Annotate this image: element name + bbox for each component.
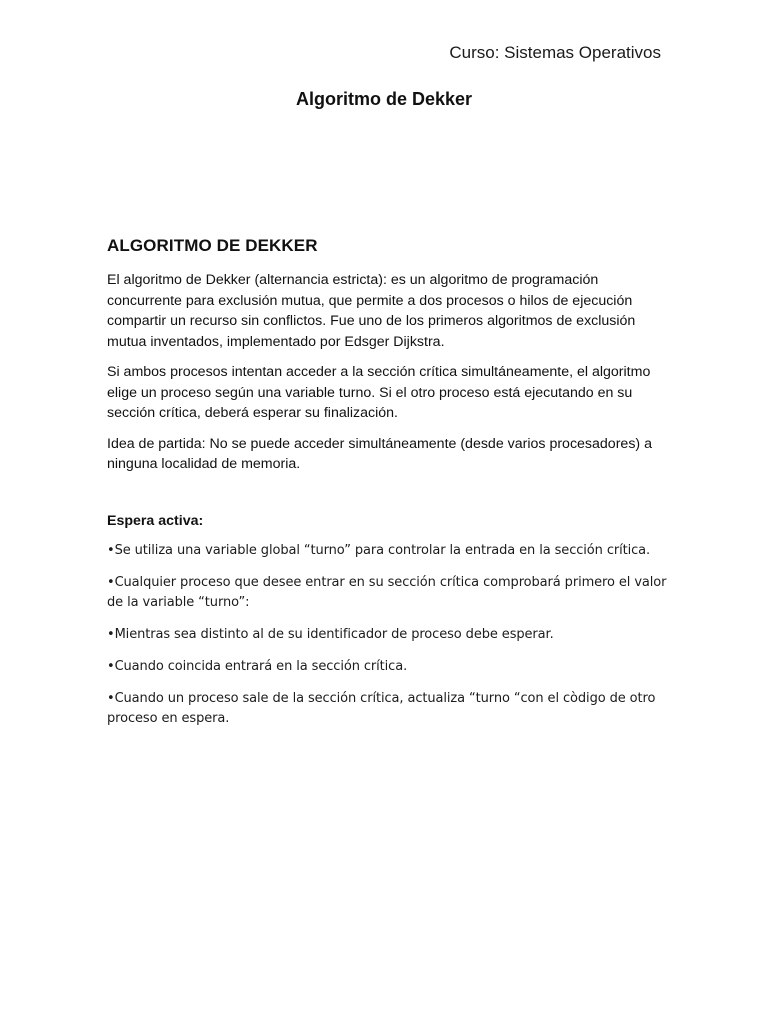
document-title: Algoritmo de Dekker <box>295 89 473 109</box>
bullet-item: •Cuando coincida entrará en la sección crítica. <box>107 658 408 674</box>
bullet-item: •Se utiliza una variable global “turno” para controlar la entrada en la sección crítica. <box>107 542 651 558</box>
section-heading: ALGORITMO DE DEKKER <box>107 236 318 255</box>
bullet-item: •Cuando un proceso sale de la sección crítica, actualiza “turno “con el còdigo de otro proceso en espera. <box>107 690 656 726</box>
paragraph-turn-variable: Si ambos procesos intentan acceder a la sección crítica simultáneamente, el algoritmo elige un proceso según una variable turno. Si el otro proceso está ejecutando en su sección crítica, deberá esperar su finalización. <box>107 364 651 421</box>
bullet-item: •Mientras sea distinto al de su identificador de proceso debe esperar. <box>107 626 554 642</box>
document-body <box>107 236 667 741</box>
paragraph-starting-idea: Idea de partida: No se puede acceder simultáneamente (desde varios procesadores) a ninguna localidad de memoria. <box>107 435 652 472</box>
course-label: Curso: Sistemas Operativos <box>449 43 661 62</box>
section-spacer <box>107 485 667 511</box>
paragraph-definition: El algoritmo de Dekker (alternancia estricta): es un algoritmo de programación concurrente para exclusión mutua, que permite a dos procesos o hilos de ejecución compartir un recurso sin conflictos. Fue uno de los primeros algoritmos de exclusión mutua inventados, implementado por Edsger Dijkstra. <box>107 272 636 350</box>
bullet-item: •Cualquier proceso que desee entrar en su sección crítica comprobará primero el valor de la variable “turno”: <box>107 574 667 610</box>
busy-wait-heading: Espera activa: <box>107 512 204 529</box>
